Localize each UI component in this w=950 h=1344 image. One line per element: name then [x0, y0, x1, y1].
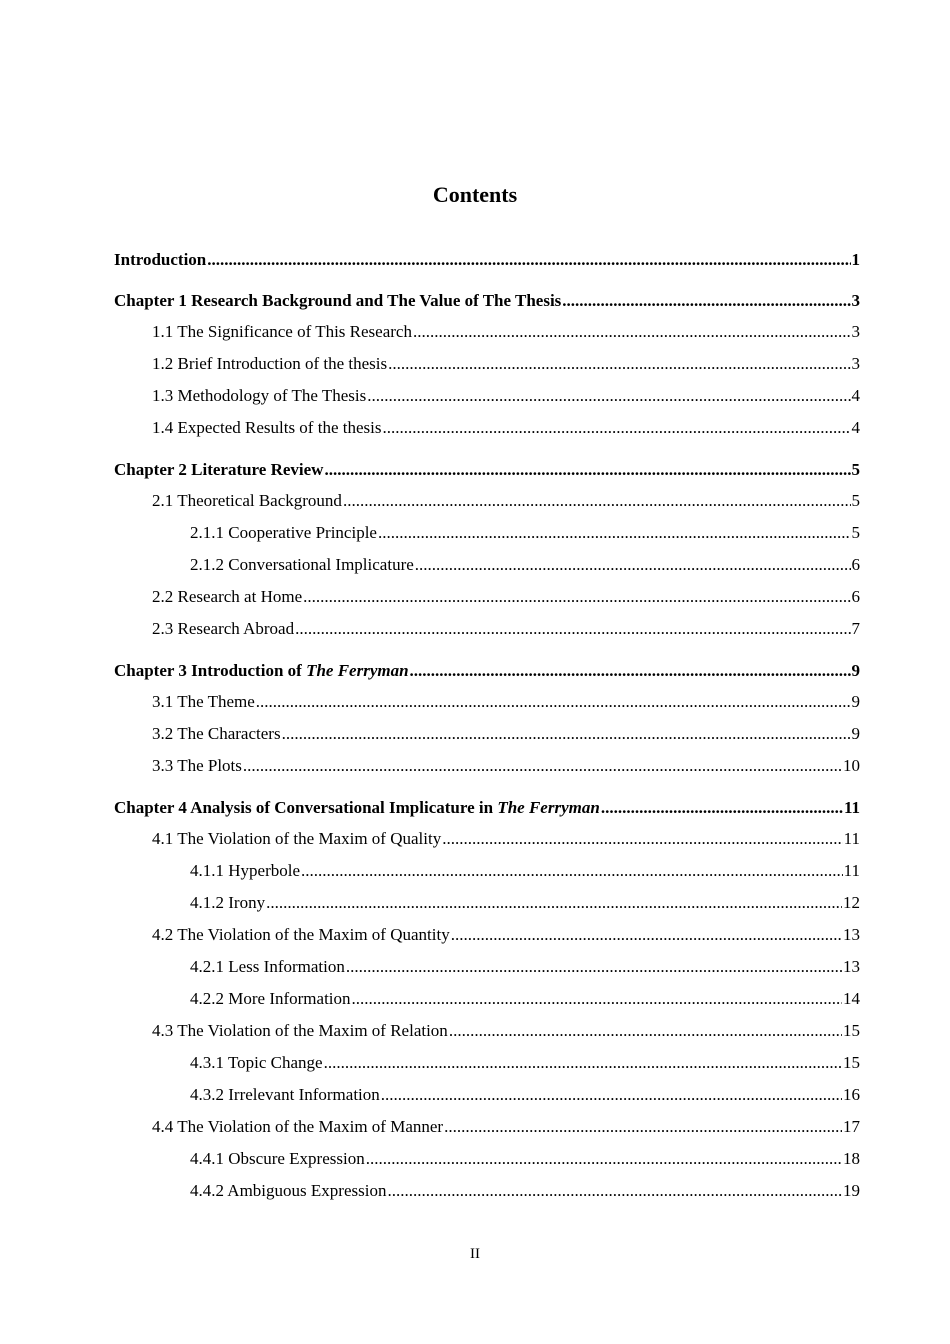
toc-entry-label: 4.3.2 Irrelevant Information [190, 1085, 380, 1104]
toc-dot-leader [352, 985, 842, 1013]
toc-section-entry[interactable] [114, 487, 860, 519]
toc-entry-label: Chapter 4 Analysis of Conversational Implicature in The Ferryman [114, 798, 600, 817]
toc-entry-label: 3.1 The Theme [152, 692, 255, 711]
toc-entry-page-number: 6 [851, 587, 860, 606]
toc-entry-page-number: 3 [851, 354, 860, 373]
toc-dot-leader [451, 921, 842, 949]
toc-dot-leader [303, 583, 850, 611]
toc-entry-page-number: 18 [843, 1149, 860, 1168]
toc-section-entry[interactable] [114, 921, 860, 953]
toc-chapter-entry[interactable] [114, 657, 860, 688]
toc-entry-page-number: 9 [851, 661, 860, 680]
toc-entry-label: 4.2.2 More Information [190, 989, 351, 1008]
toc-entry-page-number: 13 [843, 925, 860, 944]
toc-dot-leader [266, 889, 842, 917]
toc-entry-label: 1.1 The Significance of This Research [152, 322, 412, 341]
toc-dot-leader [388, 350, 850, 378]
toc-entry-label: Chapter 1 Research Background and The Value of The Thesis [114, 291, 562, 310]
toc-entry-italic-title: The Ferryman [306, 661, 409, 680]
toc-dot-leader [562, 287, 850, 315]
toc-entry-label: 4.3 The Violation of the Maxim of Relation [152, 1021, 448, 1040]
toc-entry-page-number: 3 [851, 291, 860, 310]
toc-section-entry[interactable] [114, 1049, 860, 1081]
toc-dot-leader [449, 1017, 842, 1045]
toc-entry-label: 4.2 The Violation of the Maxim of Quantity [152, 925, 450, 944]
toc-entry-page-number: 9 [851, 724, 860, 743]
toc-entry-label: 2.3 Research Abroad [152, 619, 295, 638]
toc-entry-label: 1.3 Methodology of The Thesis [152, 386, 367, 405]
toc-dot-leader [207, 246, 850, 274]
toc-dot-leader [256, 688, 851, 716]
toc-dot-leader [367, 382, 850, 410]
toc-entry-page-number: 10 [843, 756, 860, 775]
toc-entry-label: 4.4.1 Obscure Expression [190, 1149, 365, 1168]
toc-dot-leader [410, 657, 851, 685]
page-number: II [470, 1246, 480, 1262]
toc-dot-leader [382, 414, 850, 442]
toc-entry-label: Chapter 2 Literature Review [114, 460, 324, 479]
toc-dot-leader [601, 794, 843, 822]
toc-entry-page-number: 5 [851, 460, 860, 479]
toc-entry-page-number: 11 [843, 798, 860, 817]
toc-section-entry[interactable] [114, 551, 860, 583]
toc-entry-italic-title: The Ferryman [497, 798, 600, 817]
toc-entry-label: 4.1 The Violation of the Maxim of Quality [152, 829, 442, 848]
toc-entry-page-number: 7 [851, 619, 860, 638]
toc-entry-label: 2.1.2 Conversational Implicature [190, 555, 414, 574]
toc-entry-page-number: 4 [851, 386, 860, 405]
toc-entry-page-number: 5 [851, 491, 860, 510]
toc-section-entry[interactable] [114, 382, 860, 414]
toc-entry-label: 2.1.1 Cooperative Principle [190, 523, 377, 542]
toc-entry-page-number: 6 [851, 555, 860, 574]
toc-dot-leader [324, 456, 850, 484]
table-of-contents [114, 246, 860, 1209]
toc-dot-leader [444, 1113, 842, 1141]
toc-section-entry[interactable] [114, 318, 860, 350]
toc-entry-label: 2.2 Research at Home [152, 587, 303, 606]
toc-entry-page-number: 12 [843, 893, 860, 912]
toc-section-entry[interactable] [114, 857, 860, 889]
toc-entry-label: 2.1 Theoretical Background [152, 491, 342, 510]
toc-dot-leader [381, 1081, 842, 1109]
toc-entry-page-number: 19 [843, 1181, 860, 1200]
toc-section-entry[interactable] [114, 720, 860, 752]
toc-entry-page-number: 11 [843, 829, 860, 848]
toc-dot-leader [243, 752, 842, 780]
toc-entry-page-number: 11 [843, 861, 860, 880]
toc-section-entry[interactable] [114, 953, 860, 985]
toc-section-entry[interactable] [114, 583, 860, 615]
toc-section-entry[interactable] [114, 752, 860, 784]
toc-dot-leader [324, 1049, 842, 1077]
toc-dot-leader [415, 551, 851, 579]
toc-dot-leader [387, 1177, 842, 1205]
toc-entry-label: 4.1.1 Hyperbole [190, 861, 301, 880]
toc-entry-label: 4.2.1 Less Information [190, 957, 345, 976]
toc-entry-page-number: 15 [843, 1053, 860, 1072]
toc-section-entry[interactable] [114, 1177, 860, 1209]
toc-entry-label: Introduction [114, 250, 207, 269]
toc-section-entry[interactable] [114, 519, 860, 551]
toc-entry-label: 1.2 Brief Introduction of the thesis [152, 354, 388, 373]
toc-entry-label: Chapter 3 Introduction of The Ferryman [114, 661, 409, 680]
toc-chapter-entry[interactable] [114, 287, 860, 318]
toc-section-entry[interactable] [114, 1145, 860, 1177]
toc-dot-leader [282, 720, 851, 748]
toc-section-entry[interactable] [114, 1113, 860, 1145]
toc-entry-page-number: 17 [843, 1117, 860, 1136]
toc-section-entry[interactable] [114, 615, 860, 647]
toc-section-entry[interactable] [114, 889, 860, 921]
page-title: Contents [432, 182, 518, 207]
toc-entry-page-number: 5 [851, 523, 860, 542]
toc-dot-leader [301, 857, 843, 885]
toc-entry-page-number: 16 [843, 1085, 860, 1104]
toc-dot-leader [366, 1145, 842, 1173]
toc-dot-leader [442, 825, 842, 853]
toc-section-entry[interactable] [114, 985, 860, 1017]
toc-chapter-entry[interactable] [114, 794, 860, 825]
toc-entry-page-number: 13 [843, 957, 860, 976]
toc-dot-leader [295, 615, 850, 643]
toc-section-entry[interactable] [114, 1017, 860, 1049]
toc-dot-leader [343, 487, 851, 515]
toc-entry-page-number: 1 [851, 250, 860, 269]
toc-entry-label: 4.1.2 Irony [190, 893, 266, 912]
toc-entry-page-number: 15 [843, 1021, 860, 1040]
toc-entry-page-number: 4 [851, 418, 860, 437]
toc-entry-label: 4.3.1 Topic Change [190, 1053, 323, 1072]
toc-section-entry[interactable] [114, 688, 860, 720]
toc-dot-leader [413, 318, 851, 346]
toc-dot-leader [378, 519, 851, 547]
toc-section-entry[interactable] [114, 414, 860, 446]
toc-entry-label: 3.3 The Plots [152, 756, 242, 775]
toc-entry-page-number: 3 [851, 322, 860, 341]
toc-entry-label: 4.4 The Violation of the Maxim of Manner [152, 1117, 444, 1136]
toc-dot-leader [346, 953, 842, 981]
toc-entry-page-number: 9 [851, 692, 860, 711]
toc-entry-label: 4.4.2 Ambiguous Expression [190, 1181, 387, 1200]
toc-section-entry[interactable] [114, 825, 860, 857]
toc-entry-label: 1.4 Expected Results of the thesis [152, 418, 382, 437]
toc-chapter-entry[interactable] [114, 246, 860, 277]
toc-entry-label: 3.2 The Characters [152, 724, 281, 743]
toc-entry-page-number: 14 [843, 989, 860, 1008]
toc-chapter-entry[interactable] [114, 456, 860, 487]
toc-section-entry[interactable] [114, 1081, 860, 1113]
toc-section-entry[interactable] [114, 350, 860, 382]
